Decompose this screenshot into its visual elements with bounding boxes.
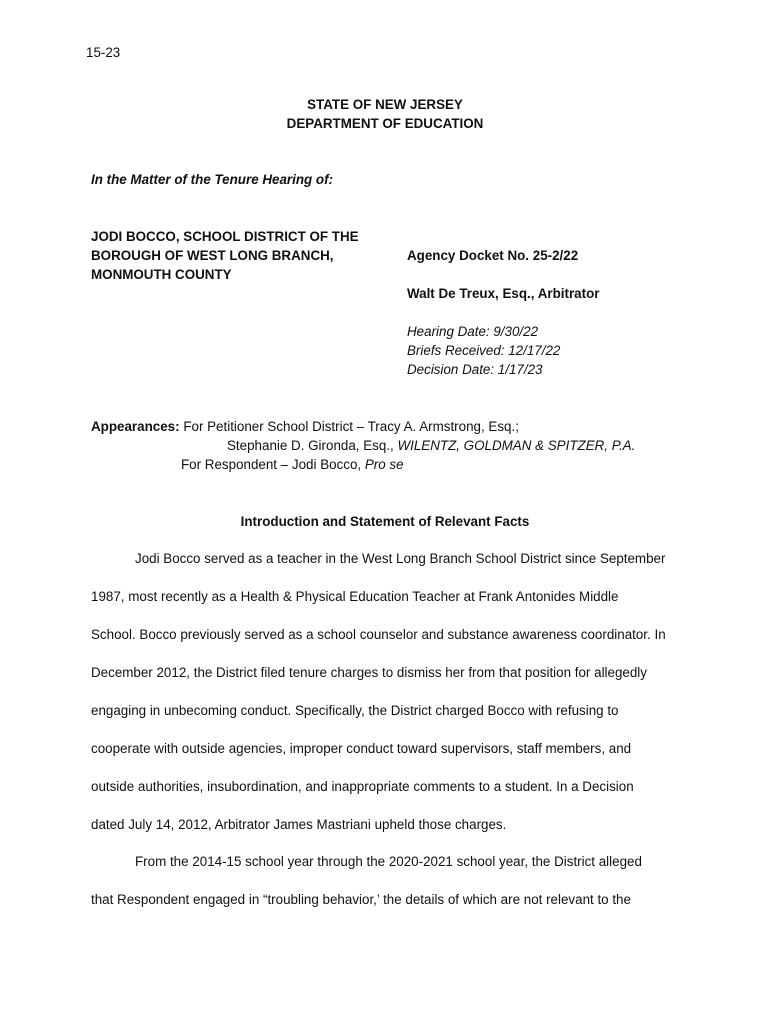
appearances-line-2	[227, 437, 635, 455]
arbitrator: Walt De Treux, Esq., Arbitrator	[407, 286, 600, 301]
party-line-1: JODI BOCCO, SCHOOL DISTRICT OF THE	[91, 229, 359, 244]
body-line: dated July 14, 2012, Arbitrator James Mastriani upheld those charges.	[91, 817, 507, 832]
page-number: 15-23	[86, 45, 121, 60]
petitioner-counsel: For Petitioner School District – Tracy A. Armstrong, Esq.;	[183, 419, 519, 434]
appearances-line-1	[91, 418, 519, 436]
body-line: engaging in unbecoming conduct. Specifically, the District charged Bocco with refusing to	[91, 703, 619, 718]
appearances-line-3	[181, 456, 404, 474]
law-firm: WILENTZ, GOLDMAN & SPITZER, P.A.	[397, 438, 636, 453]
pro-se: Pro se	[364, 457, 404, 472]
party-line-2: BOROUGH OF WEST LONG BRANCH,	[91, 248, 334, 263]
body-line: outside authorities, insubordination, and inappropriate comments to a student. In a Decision	[91, 779, 634, 794]
docket-number: Agency Docket No. 25-2/22	[407, 248, 579, 263]
body-line: that Respondent engaged in “troubling behavior,’ the details of which are not relevant to the	[91, 892, 631, 907]
body-line: School. Bocco previously served as a school counselor and substance awareness coordinator. In	[91, 627, 666, 642]
briefs-received: Briefs Received: 12/17/22	[407, 343, 561, 358]
party-line-3: MONMOUTH COUNTY	[91, 267, 232, 282]
section-title: Introduction and Statement of Relevant Facts	[240, 514, 530, 529]
body-line: cooperate with outside agencies, improper conduct toward supervisors, staff members, and	[91, 741, 632, 756]
header-state: STATE OF NEW JERSEY	[307, 97, 463, 112]
body-line: Jodi Bocco served as a teacher in the West Long Branch School District since September	[135, 551, 666, 566]
appearances-label: Appearances:	[91, 419, 180, 434]
second-attorney: Stephanie D. Gironda, Esq.,	[227, 438, 398, 453]
matter-heading: In the Matter of the Tenure Hearing of:	[91, 172, 334, 187]
header-department: DEPARTMENT OF EDUCATION	[286, 116, 484, 131]
body-line: December 2012, the District filed tenure charges to dismiss her from that position for allegedly	[91, 665, 647, 680]
respondent-counsel: For Respondent – Jodi Bocco,	[181, 457, 365, 472]
hearing-date: Hearing Date: 9/30/22	[407, 324, 539, 339]
body-line: 1987, most recently as a Health & Physical Education Teacher at Frank Antonides Middle	[91, 589, 619, 604]
body-line: From the 2014-15 school year through the 2020-2021 school year, the District alleged	[135, 854, 642, 869]
decision-date: Decision Date: 1/17/23	[407, 362, 543, 377]
